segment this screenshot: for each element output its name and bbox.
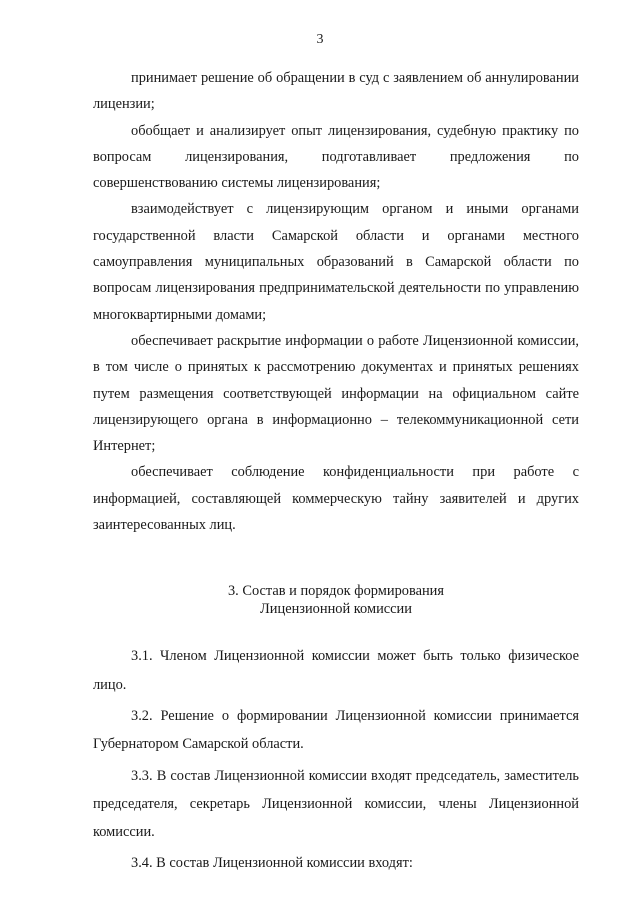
paragraph-3-2: 3.2. Решение о формировании Лицензионной комиссии принимается Губернатором Самарской области. — [93, 707, 579, 753]
section-3-paragraphs — [93, 642, 579, 877]
section-heading — [93, 582, 579, 618]
section-heading-line-2: Лицензионной комиссии — [260, 601, 412, 618]
document-body — [93, 65, 579, 878]
paragraph-3-4: 3.4. В состав Лицензионной комиссии входят: — [131, 855, 413, 872]
paragraph-3-3: 3.3. В состав Лицензионной комиссии входят председатель, заместитель председателя, секретарь Лицензионной комиссии, члены Лицензионной комиссии. — [93, 767, 579, 841]
paragraph-3-1: 3.1. Членом Лицензионной комиссии может быть только физическое лицо. — [93, 648, 579, 693]
paragraph-duty-1: принимает решение об обращении в суд с заявлением об аннулировании лицензии; — [93, 70, 579, 113]
paragraph-duty-5: обеспечивает соблюдение конфиденциальности при работе с информацией, составляющей коммерческую тайну заявителей и других заинтересованных лиц. — [93, 464, 579, 534]
paragraph-duty-3: взаимодействует с лицензирующим органом и иными органами государственной власти Самарской области и органами местного самоуправления муниципальных образований в Самарской области по вопросам лицензирования предпринимательской деятельности по управлению многоквартирными домами; — [93, 201, 579, 323]
paragraph-duty-2: обобщает и анализирует опыт лицензирования, судебную практику по вопросам лицензирования, подготавливает предложения по совершенствованию системы лицензирования; — [93, 122, 579, 192]
duties-list — [93, 65, 579, 538]
page-number: 3 — [316, 32, 324, 47]
paragraph-duty-4: обеспечивает раскрытие информации о работе Лицензионной комиссии, в том числе о принятых к рассмотрению документах и принятых решениях путем размещения соответствующей информации на официальном сайте лицензирующего органа в информационно – телекоммуникационной сети Интернет; — [93, 332, 579, 455]
section-heading-line-1: 3. Состав и порядок формирования — [227, 583, 444, 600]
